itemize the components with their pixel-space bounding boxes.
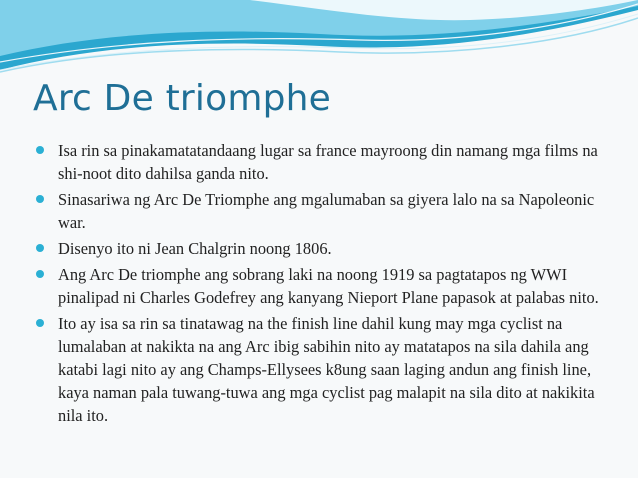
bullet-dot-icon [36, 270, 44, 278]
bullet-dot-icon [36, 195, 44, 203]
bullet-item [36, 139, 614, 185]
bullet-text: Disenyo ito ni Jean Chalgrin noong 1806. [58, 239, 332, 258]
bullet-text: Isa rin sa pinakamatatandaang lugar sa france mayroong din namang mga films na shi-noot dito dahilsa ganda nito. [58, 141, 598, 183]
bullet-item [36, 263, 614, 309]
bullet-item [36, 237, 614, 260]
bullet-dot-icon [36, 244, 44, 252]
bullet-dot-icon [36, 319, 44, 327]
bullet-item [36, 312, 614, 427]
bullet-text: Ito ay isa sa rin sa tinatawag na the finish line dahil kung may mga cyclist na lumalaban at nakikta na ang Arc ibig sabihin nito ay matatapos na sila dahila ang katabi lagi nito ay ang Champs-Ellysees k8ung saan laging andun ang finish line, kaya naman pala tuwang-tuwa ang mga cyclist pag malapit na sila dito at nakikita nila ito. [58, 314, 595, 425]
header-wave-decoration [0, 0, 638, 80]
bullet-item [36, 188, 614, 234]
slide-title: Arc De triomphe [33, 78, 332, 119]
bullet-dot-icon [36, 146, 44, 154]
bullet-text: Ang Arc De triomphe ang sobrang laki na noong 1919 sa pagtatapos ng WWI pinalipad ni Charles Godefrey ang kanyang Nieport Plane papasok at palabas nito. [58, 265, 599, 307]
bullet-list [36, 139, 614, 430]
bullet-text: Sinasariwa ng Arc De Triomphe ang mgalumaban sa giyera lalo na sa Napoleonic war. [58, 190, 595, 232]
